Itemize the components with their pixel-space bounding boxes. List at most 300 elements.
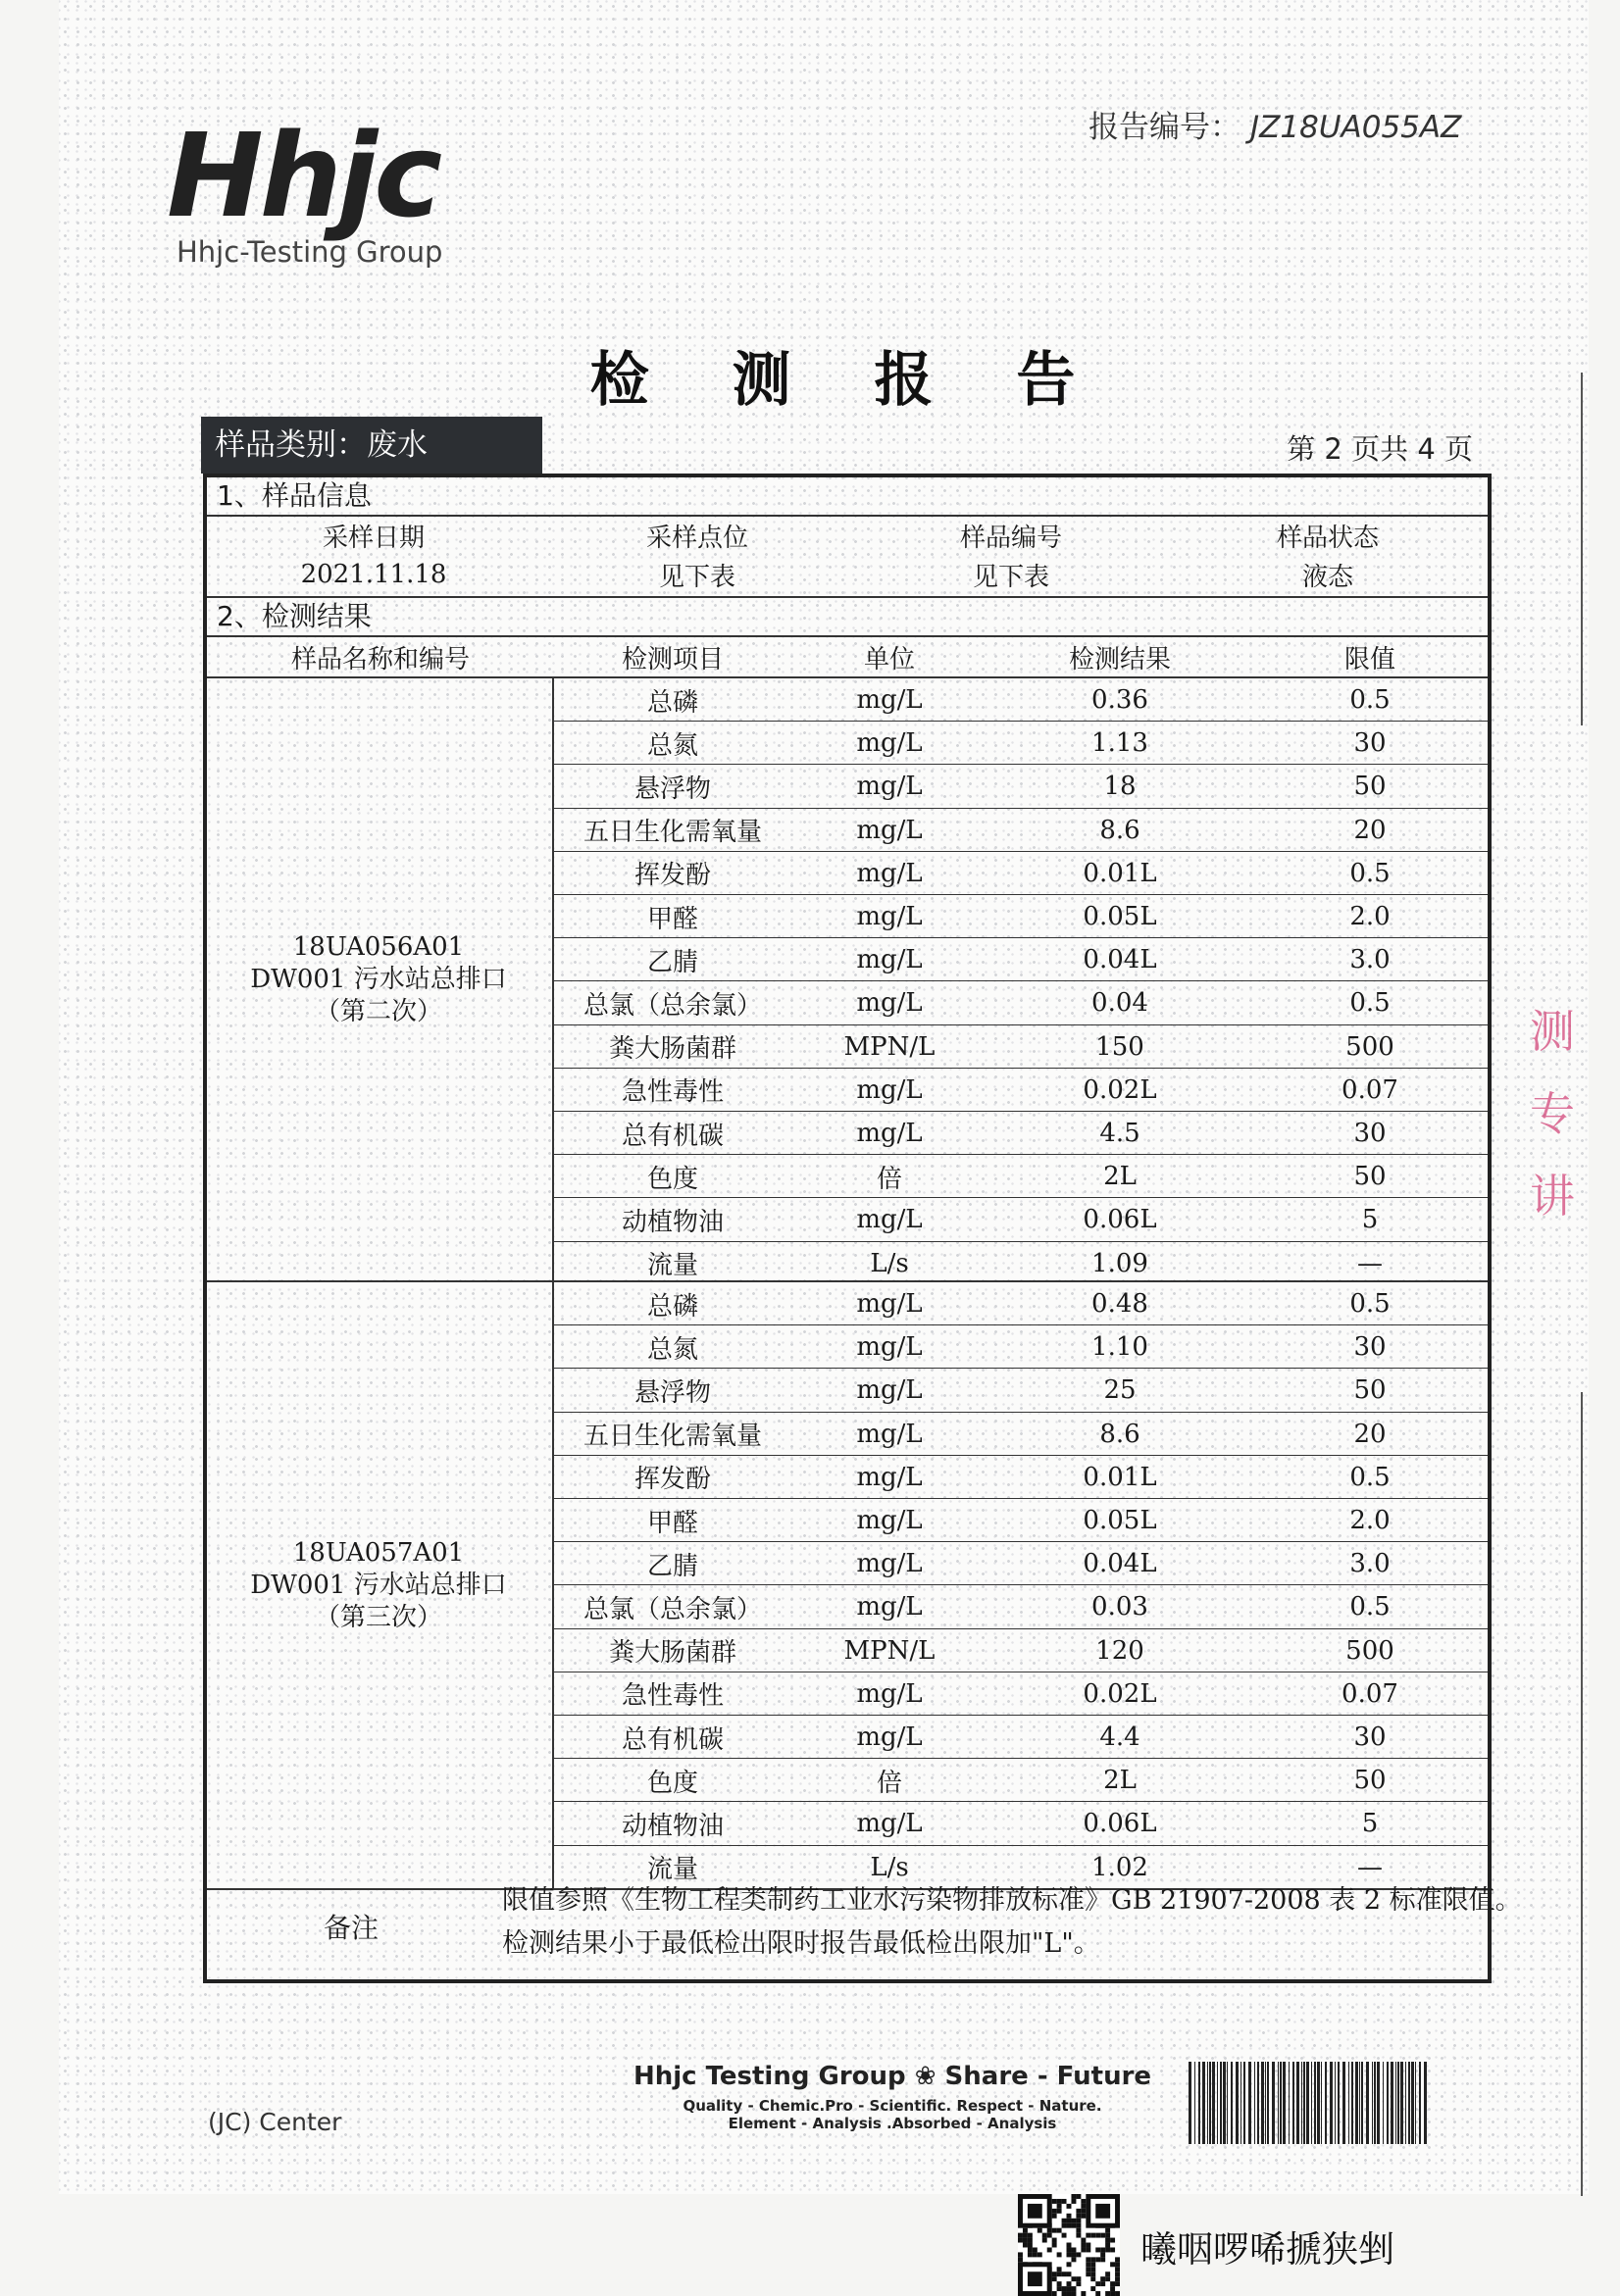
qr-module [1052, 2238, 1057, 2243]
barcode-bar [1325, 2062, 1327, 2144]
header-sampling-point: 采样点位 [645, 523, 748, 553]
result-value: 0.06L [1083, 1809, 1157, 1839]
limit-value: 5 [1361, 1809, 1379, 1839]
logo-wordmark: Hhjc [167, 108, 439, 243]
unit: mg/L [856, 902, 923, 931]
barcode-bar [1306, 2062, 1309, 2144]
qr-module [1067, 2281, 1072, 2286]
sampling-point-value: 见下表 [658, 562, 735, 592]
unit: mg/L [856, 728, 923, 759]
table-row [554, 1325, 1488, 1369]
barcode-bar [1303, 2062, 1305, 2144]
table-row [554, 1499, 1488, 1542]
qr-module [1062, 2219, 1067, 2223]
test-item: 乙腈 [646, 947, 698, 977]
result-value: 0.01L [1083, 858, 1157, 888]
qr-module [1047, 2247, 1052, 2252]
qr-finder-inner [1028, 2271, 1042, 2286]
qr-module [1086, 2257, 1090, 2262]
limit-value: 5 [1361, 1205, 1379, 1235]
header-test-item: 检测项目 [621, 644, 724, 674]
unit: mg/L [856, 1119, 923, 1148]
qr-module [1076, 2214, 1081, 2219]
sample-location: DW001 污水站总排口 [250, 965, 507, 994]
barcode-bar [1335, 2062, 1336, 2144]
qr-module [1038, 2228, 1042, 2233]
barcode-bar [1377, 2062, 1380, 2144]
unit: mg/L [856, 685, 923, 715]
table-row [554, 1282, 1488, 1325]
barcode-bar [1348, 2062, 1349, 2144]
qr-module [1095, 2257, 1100, 2262]
result-value: 8.6 [1099, 815, 1140, 845]
table-row [554, 1413, 1488, 1456]
qr-module [1062, 2199, 1067, 2204]
qr-module [1071, 2247, 1076, 2252]
sample-id: 18UA056A01 [292, 932, 465, 962]
table-row [554, 1716, 1488, 1759]
unit: mg/L [856, 1375, 923, 1406]
sample-category-label: 样品类别： [215, 427, 367, 463]
limit-value: 2.0 [1349, 1506, 1391, 1535]
limit-value: 2.0 [1349, 902, 1391, 931]
qr-module [1028, 2252, 1033, 2257]
qr-module [1038, 2252, 1042, 2257]
qr-module [1115, 2262, 1120, 2267]
qr-module [1047, 2228, 1052, 2233]
test-item: 急性毒性 [621, 1681, 724, 1712]
header-limit: 限值 [1343, 644, 1395, 674]
qr-module [1067, 2262, 1072, 2267]
header-result: 检测结果 [1068, 644, 1171, 674]
qr-module [1033, 2252, 1038, 2257]
limit-value: 3.0 [1349, 1549, 1391, 1579]
qr-module [1057, 2267, 1062, 2271]
qr-module [1100, 2247, 1105, 2252]
barcode-bar [1321, 2062, 1322, 2144]
result-value: 0.01L [1083, 1462, 1157, 1492]
qr-module [1071, 2223, 1076, 2228]
unit: mg/L [856, 1722, 923, 1752]
qr-module [1042, 2233, 1047, 2238]
limit-value: 0.5 [1349, 1462, 1391, 1492]
barcode-bar [1202, 2062, 1205, 2144]
unit: mg/L [856, 945, 923, 975]
qr-module [1071, 2219, 1076, 2223]
table-row [554, 852, 1488, 895]
limit-value: 30 [1353, 1119, 1387, 1148]
result-value: 18 [1103, 772, 1137, 802]
qr-module [1100, 2233, 1105, 2238]
test-item: 悬浮物 [633, 774, 711, 804]
barcode-bar [1361, 2062, 1363, 2144]
limit-value: 0.07 [1342, 1074, 1398, 1105]
qr-module [1076, 2281, 1081, 2286]
barcode-bar [1359, 2062, 1360, 2144]
test-item: 粪大肠菌群 [608, 1034, 736, 1065]
test-item: 挥发酚 [633, 1465, 711, 1495]
unit: mg/L [856, 1506, 923, 1535]
barcode-bar [1400, 2062, 1403, 2144]
barcode-bar [1198, 2062, 1200, 2144]
unit: mg/L [856, 1809, 923, 1839]
barcode-bar [1296, 2062, 1299, 2144]
barcode-bar [1387, 2062, 1389, 2144]
test-item: 总有机碳 [621, 1121, 724, 1151]
table-row [554, 1198, 1488, 1241]
qr-module [1062, 2223, 1067, 2228]
barcode-bar [1280, 2062, 1282, 2144]
qr-module [1052, 2209, 1057, 2214]
sampling-date-value: 2021.11.18 [300, 560, 447, 589]
qr-module [1057, 2199, 1062, 2204]
qr-module [1115, 2257, 1120, 2262]
barcode-bar [1292, 2062, 1294, 2144]
barcode-bar [1223, 2062, 1226, 2144]
sample-category-value: 废水 [367, 427, 428, 463]
limit-value: 0.5 [1349, 988, 1391, 1019]
table-row [554, 1542, 1488, 1585]
barcode-bar [1207, 2062, 1208, 2144]
qr-module [1033, 2247, 1038, 2252]
qr-module [1105, 2271, 1110, 2276]
table-row [554, 1672, 1488, 1716]
unit: mg/L [856, 1419, 923, 1449]
qr-module [1086, 2233, 1090, 2238]
qr-module [1100, 2257, 1105, 2262]
sample-location: DW001 污水站总排口 [250, 1571, 507, 1600]
qr-module [1067, 2214, 1072, 2219]
barcode-bar [1397, 2062, 1399, 2144]
qr-finder-inner [1028, 2204, 1042, 2219]
qr-module [1086, 2267, 1090, 2271]
unit: 倍 [876, 1164, 902, 1194]
qr-module [1028, 2243, 1033, 2248]
qr-module [1018, 2257, 1023, 2262]
barcode-bar [1278, 2062, 1279, 2144]
test-item: 总磷 [646, 687, 698, 718]
barcode-bar [1415, 2062, 1416, 2144]
qr-module [1081, 2209, 1086, 2214]
result-value: 25 [1103, 1375, 1137, 1406]
limit-value: 30 [1353, 1332, 1387, 1363]
barcode-bar [1261, 2062, 1264, 2144]
barcode-bar [1220, 2062, 1222, 2144]
limit-value: 500 [1345, 1031, 1394, 1062]
qr-module [1028, 2247, 1033, 2252]
qr-module [1062, 2271, 1067, 2276]
qr-module [1052, 2276, 1057, 2281]
table-row [554, 1025, 1488, 1069]
qr-module [1105, 2233, 1110, 2238]
qr-module [1071, 2252, 1076, 2257]
header-sample-name: 样品名称和编号 [290, 644, 470, 674]
qr-module [1047, 2233, 1052, 2238]
qr-module [1110, 2286, 1115, 2291]
header-sampling-date: 采样日期 [322, 523, 425, 553]
qr-module [1018, 2233, 1023, 2238]
barcode-bar [1289, 2062, 1290, 2144]
result-value: 0.36 [1091, 685, 1148, 715]
header-sample-state: 样品状态 [1276, 523, 1379, 553]
barcode-bar [1419, 2062, 1421, 2144]
table-row [554, 1242, 1488, 1285]
table-row [554, 895, 1488, 938]
unit: MPN/L [843, 1031, 936, 1062]
qr-module [1067, 2204, 1072, 2209]
qr-module [1100, 2281, 1105, 2286]
table-row [554, 1585, 1488, 1628]
test-item: 挥发酚 [633, 861, 711, 891]
result-value: 1.02 [1091, 1852, 1148, 1882]
barcode-bar [1355, 2062, 1358, 2144]
barcode-bar [1272, 2062, 1275, 2144]
barcode-bar [1366, 2062, 1369, 2144]
barcode-bar [1391, 2062, 1393, 2144]
unit: mg/L [856, 858, 923, 888]
barcode-bar [1408, 2062, 1410, 2144]
qr-module [1081, 2243, 1086, 2248]
qr-module [1081, 2199, 1086, 2204]
barcode-icon [1187, 2062, 1432, 2144]
sample-id: 18UA057A01 [292, 1538, 465, 1568]
unit: mg/L [856, 988, 923, 1019]
barcode-bar [1265, 2062, 1266, 2144]
barcode-bar [1257, 2062, 1259, 2144]
unit: 倍 [876, 1768, 902, 1798]
unit: mg/L [856, 1462, 923, 1492]
barcode-bar [1342, 2062, 1345, 2144]
sample-category-bar [201, 417, 542, 474]
remarks-line-1: 限值参照《生物工程类制药工业水污染物排放标准》GB 21907-2008 表 2 标准限值。 [502, 1885, 1522, 1916]
qr-module [1076, 2252, 1081, 2257]
test-item: 粪大肠菌群 [608, 1638, 736, 1669]
unit: L/s [870, 1248, 909, 1278]
limit-value: 0.5 [1349, 1289, 1391, 1319]
table-row [554, 1369, 1488, 1412]
barcode-bar [1424, 2062, 1427, 2144]
sample-number-value: 见下表 [972, 562, 1049, 592]
test-item: 五日生化需氧量 [582, 818, 762, 848]
sample-round: （第二次） [314, 997, 442, 1026]
qr-module [1076, 2194, 1081, 2199]
sample-round: （第三次） [314, 1603, 442, 1632]
qr-module [1042, 2238, 1047, 2243]
qr-module [1057, 2281, 1062, 2286]
qr-module [1071, 2257, 1076, 2262]
barcode-bar [1317, 2062, 1320, 2144]
result-value: 120 [1095, 1635, 1144, 1666]
barcode-bar [1217, 2062, 1218, 2144]
barcode-bar [1395, 2062, 1396, 2144]
table-row [554, 1456, 1488, 1499]
test-item: 动植物油 [621, 1811, 724, 1841]
qr-module [1067, 2243, 1072, 2248]
sample-group-2-label [207, 1537, 550, 1634]
qr-module [1071, 2199, 1076, 2204]
barcode-bar [1372, 2062, 1373, 2144]
result-value: 0.48 [1091, 1289, 1148, 1319]
table-row [554, 1759, 1488, 1802]
qr-module [1115, 2281, 1120, 2286]
result-value: 4.5 [1099, 1119, 1140, 1148]
test-item: 总磷 [646, 1291, 698, 1322]
test-item: 总有机碳 [621, 1724, 724, 1755]
result-value: 8.6 [1099, 1419, 1140, 1449]
barcode-bar [1405, 2062, 1406, 2144]
limit-value: 3.0 [1349, 945, 1391, 975]
report-number-value: JZ18UA055AZ [1250, 110, 1462, 145]
qr-code-icon [1018, 2194, 1120, 2296]
qr-module [1086, 2243, 1090, 2248]
unit: mg/L [856, 1592, 923, 1622]
qr-module [1071, 2276, 1076, 2281]
logo-subtitle: Hhjc-Testing Group [177, 235, 443, 269]
header-sample-number: 样品编号 [959, 523, 1062, 553]
table-row [554, 1155, 1488, 1198]
barcode-bar [1338, 2062, 1340, 2144]
limit-value: 50 [1353, 772, 1387, 802]
report-number [1088, 102, 1461, 146]
qr-module [1076, 2223, 1081, 2228]
qr-module [1086, 2271, 1090, 2276]
barcode-bar [1209, 2062, 1211, 2144]
barcode-bar [1248, 2062, 1251, 2144]
qr-module [1110, 2281, 1115, 2286]
qr-module [1023, 2233, 1028, 2238]
test-item: 动植物油 [621, 1207, 724, 1237]
qr-module [1100, 2252, 1105, 2257]
qr-module [1115, 2267, 1120, 2271]
limit-value: 30 [1353, 728, 1387, 759]
limit-value: 50 [1353, 1375, 1387, 1406]
footer-slogan-line-3: Element - Analysis .Absorbed - Analysis [728, 2115, 1057, 2132]
test-item: 色度 [646, 1164, 698, 1194]
qr-module [1115, 2276, 1120, 2281]
limit-value: — [1357, 1248, 1383, 1278]
qr-module [1115, 2271, 1120, 2276]
result-value: 0.04L [1083, 1549, 1157, 1579]
unit: mg/L [856, 1549, 923, 1579]
qr-module [1057, 2228, 1062, 2233]
qr-module [1057, 2209, 1062, 2214]
test-item: 甲醛 [646, 904, 698, 934]
qr-module [1090, 2262, 1095, 2267]
table-row [554, 678, 1488, 722]
table-row [554, 1069, 1488, 1112]
qr-module [1086, 2247, 1090, 2252]
test-item: 流量 [646, 1855, 698, 1885]
company-logo [167, 108, 520, 284]
barcode-bar [1283, 2062, 1286, 2144]
qr-module [1057, 2271, 1062, 2276]
qr-module [1023, 2238, 1028, 2243]
qr-module [1090, 2271, 1095, 2276]
test-item: 急性毒性 [621, 1077, 724, 1108]
unit: mg/L [856, 1074, 923, 1105]
divider [207, 596, 1488, 598]
test-item: 五日生化需氧量 [582, 1422, 762, 1452]
unit: mg/L [856, 1289, 923, 1319]
barcode-bar [1243, 2062, 1245, 2144]
barcode-bar [1236, 2062, 1239, 2144]
remarks-line-2: 检测结果小于最低检出限时报告最低检出限加"L"。 [502, 1928, 1100, 1959]
table-row [554, 1629, 1488, 1672]
unit: mg/L [856, 1205, 923, 1235]
qr-module [1028, 2238, 1033, 2243]
barcode-bar [1374, 2062, 1376, 2144]
table-row [554, 809, 1488, 852]
unit: mg/L [856, 772, 923, 802]
result-value: 2L [1103, 1766, 1137, 1796]
barcode-bar [1301, 2062, 1302, 2144]
qr-module [1057, 2286, 1062, 2291]
report-number-label: 报告编号： [1088, 110, 1240, 145]
result-value: 1.13 [1091, 728, 1148, 759]
test-item: 色度 [646, 1768, 698, 1798]
qr-module [1105, 2228, 1110, 2233]
test-item: 总氮 [646, 730, 698, 761]
footer-slogan [628, 2062, 1157, 2132]
qr-module [1062, 2286, 1067, 2291]
document-title: 检 测 报 告 [589, 346, 1107, 415]
qr-module [1095, 2281, 1100, 2286]
qr-module [1105, 2243, 1110, 2248]
barcode-bar [1231, 2062, 1233, 2144]
barcode-bar [1212, 2062, 1215, 2144]
qr-module [1052, 2214, 1057, 2219]
result-value: 0.02L [1083, 1074, 1157, 1105]
qr-module [1067, 2286, 1072, 2291]
unit: L/s [870, 1852, 909, 1882]
page-indicator: 第 2 页共 4 页 [1287, 432, 1473, 466]
table-row [554, 981, 1488, 1024]
qr-module [1052, 2271, 1057, 2276]
result-value: 0.05L [1083, 902, 1157, 931]
qr-module [1105, 2247, 1110, 2252]
qr-module [1057, 2204, 1062, 2209]
qr-module [1076, 2233, 1081, 2238]
table-row [554, 1802, 1488, 1845]
limit-value: 0.5 [1349, 858, 1391, 888]
scan-edge [1581, 1392, 1583, 2196]
table-row [554, 722, 1488, 765]
qr-module [1071, 2286, 1076, 2291]
table-row [554, 765, 1488, 808]
result-value: 1.09 [1091, 1248, 1148, 1278]
qr-module [1052, 2243, 1057, 2248]
barcode-bar [1227, 2062, 1228, 2144]
unit: mg/L [856, 1678, 923, 1709]
barcode-bar [1314, 2062, 1316, 2144]
qr-module [1110, 2247, 1115, 2252]
test-item: 总氯（总余氯） [582, 1594, 762, 1624]
sample-state-value: 液态 [1301, 562, 1353, 592]
qr-module [1018, 2238, 1023, 2243]
qr-module [1067, 2252, 1072, 2257]
unit: mg/L [856, 1332, 923, 1363]
table-row [554, 938, 1488, 981]
limit-value: 0.5 [1349, 685, 1391, 715]
official-seal-fragment: 测 专 讲 [1530, 1005, 1575, 1223]
limit-value: — [1357, 1852, 1383, 1882]
barcode-bar [1254, 2062, 1255, 2144]
qr-module [1081, 2247, 1086, 2252]
qr-module [1057, 2252, 1062, 2257]
qr-module [1062, 2233, 1067, 2238]
qr-module [1086, 2262, 1090, 2267]
qr-module [1018, 2252, 1023, 2257]
